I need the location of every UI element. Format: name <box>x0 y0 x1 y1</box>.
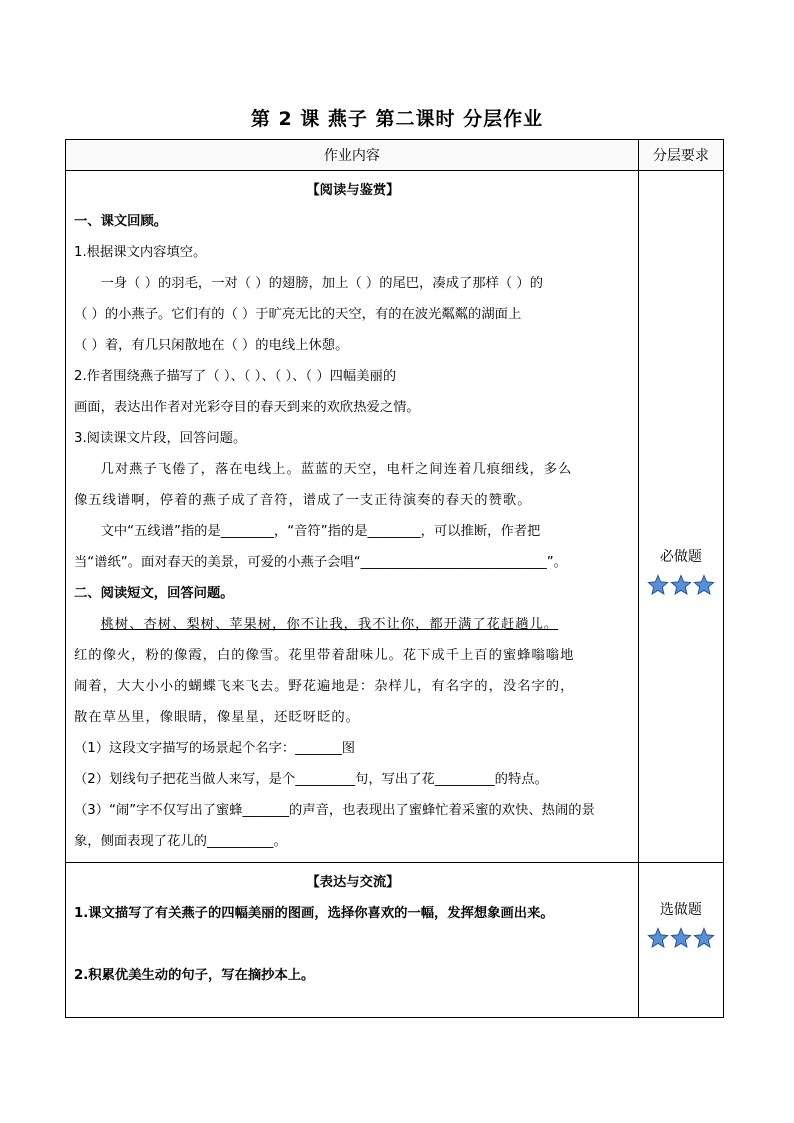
question-label: 3.阅读课文片段，回答问题。 <box>74 431 247 446</box>
section-expression-cell <box>66 863 639 1018</box>
task-line: 2.积累优美生动的句子，写在摘抄本上。 <box>74 968 315 983</box>
part-title: 二、阅读短文，回答问题。 <box>74 586 234 601</box>
requirement-cell-required <box>638 171 723 863</box>
fill-blank-line: （ ）的小燕子。它们有的（ ）于旷亮无比的天空，有的在波光粼粼的湖面上 <box>74 307 522 322</box>
star-icon <box>647 927 669 949</box>
required-label: 必做题 <box>659 549 702 565</box>
section-heading: 【表达与交流】 <box>306 875 400 890</box>
question-line: 2.作者围绕燕子描写了（ ）、（ ）、（ ）、（ ）四幅美丽的 <box>74 369 397 384</box>
star-icon <box>670 927 692 949</box>
sub-question: （3）“闹”字不仅写出了蜜蜂_______的声音，也表现出了蜜蜂忙着采蜜的欢快、热闹的景 <box>74 803 595 818</box>
fill-blank-line: 一身（ ）的羽毛，一对（ ）的翅膀，加上（ ）的尾巴，凑成了那样（ ）的 <box>100 276 543 291</box>
fill-blank-line: （ ）着，有几只闲散地在（ ）的电线上休憩。 <box>74 338 349 353</box>
homework-table <box>65 139 724 1018</box>
question-line: 当“谱纸”。面对春天的美景，可爱的小燕子会唱“____________________________”。 <box>74 555 567 570</box>
question-label: 1.根据课文内容填空。 <box>74 245 207 260</box>
underlined-sentence: 桃树、杏树、梨树、苹果树，你不让我，我不让你，都开满了花赶趟儿。 <box>100 617 559 632</box>
star-icon <box>693 927 715 949</box>
section-reading-cell <box>66 171 639 863</box>
question-line: 文中“五线谱”指的是________，“音符”指的是________，可以推断，作者把 <box>100 524 541 539</box>
section-heading: 【阅读与鉴赏】 <box>306 183 400 198</box>
question-line: 画面，表达出作者对光彩夺目的春天到来的欢欣热爱之情。 <box>74 400 420 415</box>
star-rating <box>639 927 723 949</box>
sub-question: 象，侧面表现了花儿的__________。 <box>74 834 287 849</box>
sub-question: （1）这段文字描写的场景起个名字：_______图 <box>74 741 356 756</box>
part-title: 一、课文回顾。 <box>74 214 168 229</box>
star-rating <box>639 574 723 596</box>
task-line: 1.课文描写了有关燕子的四幅美丽的图画，选择你喜欢的一幅，发挥想象画出来。 <box>74 906 554 921</box>
header-content: 作业内容 <box>66 140 639 171</box>
passage-line: 闹着，大大小小的蝴蝶飞来飞去。野花遍地是：杂样儿，有名字的，没名字的， <box>74 679 575 694</box>
header-requirement: 分层要求 <box>638 140 723 171</box>
passage-line: 红的像火，粉的像霞，白的像雪。花里带着甜味儿。花下成千上百的蜜蜂嗡嗡地 <box>74 648 575 663</box>
optional-label: 选做题 <box>659 902 702 918</box>
passage-line: 散在草丛里，像眼睛，像星星，还眨呀眨的。 <box>74 710 360 725</box>
requirement-cell-optional <box>638 863 723 1018</box>
sub-question: （2）划线句子把花当做人来写，是个_________句，写出了花_________的特点。 <box>74 772 548 787</box>
star-icon <box>693 574 715 596</box>
star-icon <box>647 574 669 596</box>
star-icon <box>670 574 692 596</box>
passage-line: 像五线谱啊，停着的燕子成了音符，谱成了一支正待演奏的春天的赞歌。 <box>74 493 532 508</box>
page-title: 第 2 课 燕子 第二课时 分层作业 <box>250 108 544 130</box>
passage-line: 几对燕子飞倦了，落在电线上。蓝蓝的天空，电杆之间连着几痕细线，多么 <box>100 462 573 477</box>
